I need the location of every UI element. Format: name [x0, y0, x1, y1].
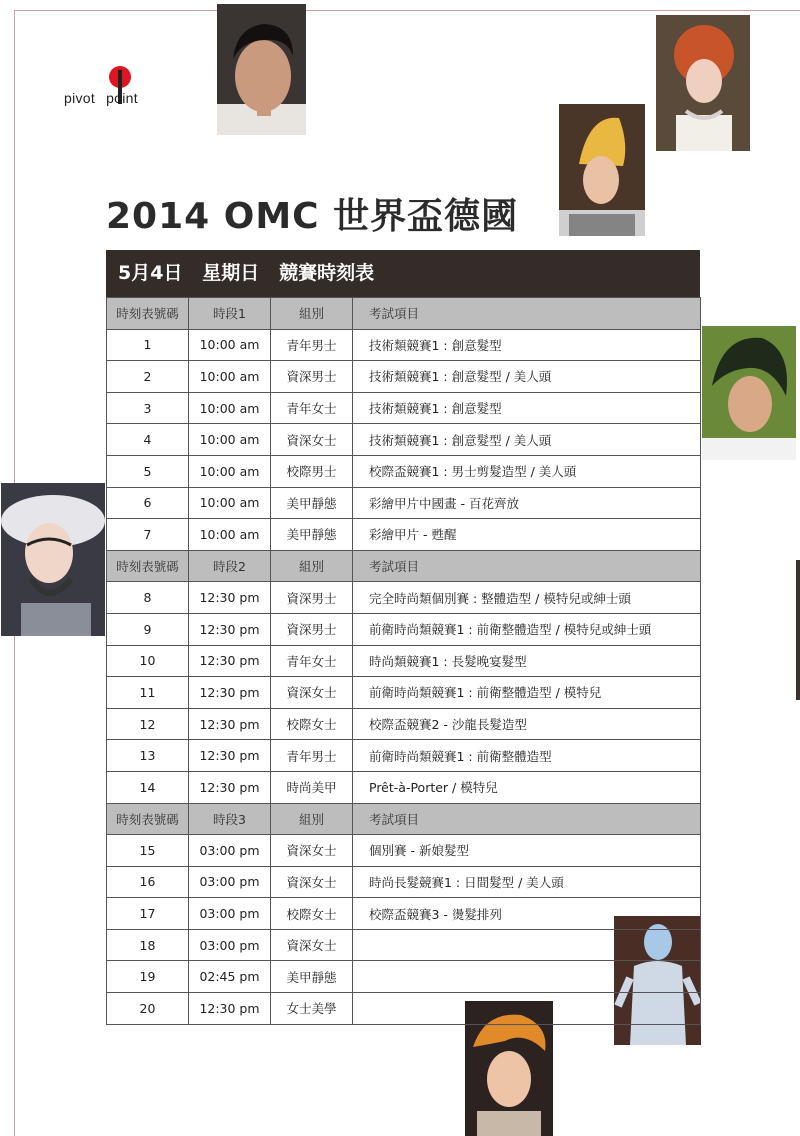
cell-group: 資深女士	[271, 677, 353, 709]
section-header-row	[107, 803, 701, 835]
table-row	[107, 677, 701, 709]
cell-number: 3	[107, 392, 189, 424]
cell-number: 10	[107, 645, 189, 677]
cell-number: 5	[107, 455, 189, 487]
cell-number: 8	[107, 582, 189, 614]
cell-group: 資深女士	[271, 866, 353, 898]
table-row	[107, 613, 701, 645]
cell-time: 10:00 am	[189, 519, 271, 551]
table-row	[107, 392, 701, 424]
cell-number: 9	[107, 613, 189, 645]
cell-time: 12:30 pm	[189, 708, 271, 740]
cell-event: 時尚長髮競賽1 : 日間髮型 / 美人頭	[353, 866, 701, 898]
table-row	[107, 424, 701, 456]
col-event-header: 考試項目	[353, 298, 701, 330]
photo-green-hair-model	[702, 326, 796, 460]
cell-event	[353, 961, 701, 993]
cell-number: 4	[107, 424, 189, 456]
cell-event: 技術類競賽1 : 創意髮型 / 美人頭	[353, 361, 701, 393]
cell-time: 12:30 pm	[189, 582, 271, 614]
table-row	[107, 993, 701, 1025]
cell-event: 校際盃競賽3 - 燙髮排列	[353, 898, 701, 930]
cell-number: 1	[107, 329, 189, 361]
table-row	[107, 645, 701, 677]
cell-event: 技術類競賽1 : 創意髮型 / 美人頭	[353, 424, 701, 456]
cell-time: 12:30 pm	[189, 740, 271, 772]
cell-group: 美甲靜態	[271, 519, 353, 551]
table-row	[107, 898, 701, 930]
cell-number: 18	[107, 929, 189, 961]
cell-group: 美甲靜態	[271, 487, 353, 519]
cell-group: 資深男士	[271, 361, 353, 393]
cell-event: 彩繪甲片中國畫 - 百花齊放	[353, 487, 701, 519]
table-row	[107, 771, 701, 803]
cell-event	[353, 993, 701, 1025]
cell-group: 時尚美甲	[271, 771, 353, 803]
cell-time: 10:00 am	[189, 392, 271, 424]
col-time-header: 時段1	[189, 298, 271, 330]
table-row	[107, 708, 701, 740]
cell-number: 15	[107, 835, 189, 867]
schedule-block	[106, 250, 700, 1025]
cell-time: 03:00 pm	[189, 866, 271, 898]
photo-edge-strip	[796, 560, 800, 700]
cell-group: 資深女士	[271, 835, 353, 867]
cell-time: 12:30 pm	[189, 771, 271, 803]
table-row	[107, 487, 701, 519]
table-row	[107, 740, 701, 772]
cell-event: 彩繪甲片 - 甦醒	[353, 519, 701, 551]
cell-number: 13	[107, 740, 189, 772]
cell-number: 20	[107, 993, 189, 1025]
cell-event: 校際盃競賽1 : 男士剪髮造型 / 美人頭	[353, 455, 701, 487]
schedule-header: 5月4日 星期日 競賽時刻表	[106, 250, 700, 297]
logo-text-left: pivot	[64, 90, 96, 106]
schedule-table	[106, 297, 701, 1025]
cell-time: 10:00 am	[189, 329, 271, 361]
cell-group: 校際男士	[271, 455, 353, 487]
col-time-header: 時段3	[189, 803, 271, 835]
cell-group: 青年女士	[271, 645, 353, 677]
col-event-header: 考試項目	[353, 550, 701, 582]
photo-red-hair-model	[656, 15, 750, 151]
table-row	[107, 961, 701, 993]
cell-time: 12:30 pm	[189, 645, 271, 677]
table-row	[107, 866, 701, 898]
cell-event: 時尚類競賽1 : 長髮晚宴髮型	[353, 645, 701, 677]
cell-number: 16	[107, 866, 189, 898]
col-event-header: 考試項目	[353, 803, 701, 835]
page-title: 2014 OMC 世界盃德國	[106, 196, 519, 237]
table-row	[107, 582, 701, 614]
photo-blonde-updo-model	[559, 104, 645, 236]
cell-event: 前衛時尚類競賽1 : 前衛整體造型	[353, 740, 701, 772]
section-header-row	[107, 550, 701, 582]
frame-top-line	[14, 10, 800, 11]
cell-time: 12:30 pm	[189, 993, 271, 1025]
photo-hat-model	[1, 483, 105, 636]
cell-group: 資深女士	[271, 424, 353, 456]
col-number-header: 時刻表號碼	[107, 803, 189, 835]
cell-event: 技術類競賽1 : 創意髮型	[353, 329, 701, 361]
cell-event: 校際盃競賽2 - 沙龍長髮造型	[353, 708, 701, 740]
col-group-header: 組別	[271, 550, 353, 582]
cell-group: 校際女士	[271, 898, 353, 930]
col-number-header: 時刻表號碼	[107, 298, 189, 330]
table-row	[107, 835, 701, 867]
cell-time: 12:30 pm	[189, 677, 271, 709]
cell-number: 14	[107, 771, 189, 803]
cell-time: 02:45 pm	[189, 961, 271, 993]
cell-time: 10:00 am	[189, 424, 271, 456]
photo-male-model	[217, 4, 306, 135]
cell-group: 資深女士	[271, 929, 353, 961]
cell-number: 11	[107, 677, 189, 709]
cell-event: Prêt-à-Porter / 模特兒	[353, 771, 701, 803]
cell-time: 03:00 pm	[189, 835, 271, 867]
cell-time: 10:00 am	[189, 455, 271, 487]
cell-group: 校際女士	[271, 708, 353, 740]
logo-text-right: point	[106, 90, 138, 106]
cell-event: 個別賽 - 新娘髮型	[353, 835, 701, 867]
cell-time: 10:00 am	[189, 361, 271, 393]
table-row	[107, 329, 701, 361]
cell-number: 17	[107, 898, 189, 930]
cell-event: 前衛時尚類競賽1 : 前衛整體造型 / 模特兒或紳士頭	[353, 613, 701, 645]
col-group-header: 組別	[271, 298, 353, 330]
cell-time: 12:30 pm	[189, 613, 271, 645]
cell-time: 03:00 pm	[189, 929, 271, 961]
cell-number: 2	[107, 361, 189, 393]
col-number-header: 時刻表號碼	[107, 550, 189, 582]
cell-number: 12	[107, 708, 189, 740]
table-row	[107, 455, 701, 487]
section-header-row	[107, 298, 701, 330]
cell-group: 資深男士	[271, 582, 353, 614]
cell-number: 19	[107, 961, 189, 993]
cell-group: 資深男士	[271, 613, 353, 645]
col-group-header: 組別	[271, 803, 353, 835]
cell-group: 美甲靜態	[271, 961, 353, 993]
cell-event: 前衛時尚類競賽1 : 前衛整體造型 / 模特兒	[353, 677, 701, 709]
table-row	[107, 519, 701, 551]
cell-event: 技術類競賽1 : 創意髮型	[353, 392, 701, 424]
table-row	[107, 361, 701, 393]
cell-group: 青年女士	[271, 392, 353, 424]
cell-event	[353, 929, 701, 961]
cell-time: 03:00 pm	[189, 898, 271, 930]
cell-group: 青年男士	[271, 740, 353, 772]
cell-number: 7	[107, 519, 189, 551]
cell-group: 青年男士	[271, 329, 353, 361]
cell-time: 10:00 am	[189, 487, 271, 519]
col-time-header: 時段2	[189, 550, 271, 582]
pivot-point-logo	[64, 64, 154, 108]
table-row	[107, 929, 701, 961]
cell-event: 完全時尚類個別賽 : 整體造型 / 模特兒或紳士頭	[353, 582, 701, 614]
cell-number: 6	[107, 487, 189, 519]
cell-group: 女士美學	[271, 993, 353, 1025]
logo-text	[64, 90, 138, 106]
